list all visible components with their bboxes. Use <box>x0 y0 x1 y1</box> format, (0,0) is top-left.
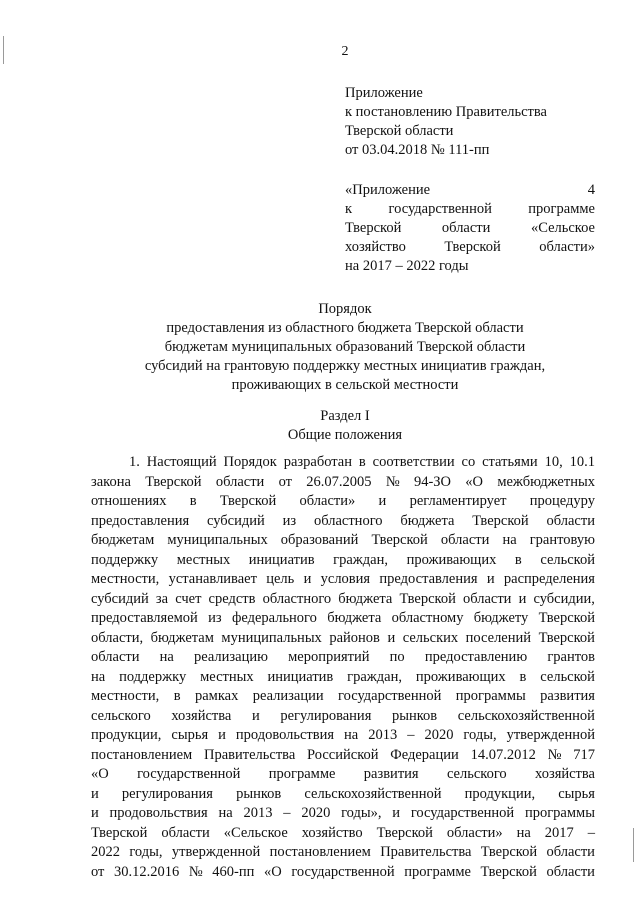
word: сырья <box>558 785 595 802</box>
word: продукции, <box>91 727 162 743</box>
appendix4-line <box>345 200 595 219</box>
appendix-line: Приложение <box>345 85 423 101</box>
word: образований <box>280 532 359 548</box>
word: № <box>547 746 562 763</box>
body-text <box>91 453 595 882</box>
word: бюджету <box>473 610 529 626</box>
word: программе <box>404 863 471 880</box>
body-line <box>91 609 595 629</box>
word: 2017 <box>544 824 574 841</box>
word: 14.07.2012 <box>470 746 536 763</box>
word: годы, <box>129 844 163 860</box>
title-line: предоставления из областного бюджета Тверской области <box>166 320 524 336</box>
word: и <box>91 785 99 802</box>
word: со <box>461 454 476 470</box>
word: устанавливает <box>168 571 257 587</box>
appendix-line: Тверской области <box>345 123 454 139</box>
word: граждан, <box>333 551 388 568</box>
word: № <box>188 863 203 880</box>
body-line <box>91 492 595 512</box>
word: Тверской <box>480 844 538 860</box>
word: сельской <box>540 668 595 685</box>
word: хозяйство <box>301 824 363 841</box>
word: Тверской <box>399 590 456 607</box>
word: продовольствия <box>109 805 208 821</box>
body-line <box>91 648 595 668</box>
word: местности, <box>91 571 160 587</box>
word: годы, <box>463 727 497 743</box>
scan-edge-mark-right <box>633 828 634 862</box>
word: разработан <box>283 454 352 470</box>
word: на <box>91 668 106 685</box>
word: и <box>303 571 312 587</box>
body-line <box>91 668 595 688</box>
word: и <box>392 805 401 821</box>
word: программе <box>528 201 595 217</box>
word: распределения <box>503 571 595 587</box>
word: бюджета <box>327 610 382 626</box>
word: средств <box>208 590 256 607</box>
word: 2022 <box>91 844 120 860</box>
word: и <box>387 629 396 646</box>
word: 460-пп <box>212 863 255 880</box>
word: Тверской <box>472 512 529 529</box>
word: на <box>159 649 174 665</box>
word: сельских <box>402 629 459 646</box>
word: в <box>358 454 366 470</box>
word: 94-ЗО <box>413 473 452 490</box>
word: Тверской <box>91 824 148 841</box>
appendix4-line <box>345 238 595 257</box>
word: регламентирует <box>409 493 507 509</box>
body-line <box>91 746 595 766</box>
word: грантов <box>547 649 595 665</box>
word: Тверской <box>376 824 433 841</box>
body-line <box>91 707 595 727</box>
word: государственной <box>410 805 515 821</box>
word: утвержденной <box>506 727 595 743</box>
word: области <box>546 844 595 860</box>
word: области <box>441 220 491 236</box>
word: Тверской <box>345 220 402 236</box>
word: Федерации <box>390 746 459 763</box>
word: предоставляемой <box>91 610 198 626</box>
body-line <box>91 629 595 649</box>
word: области <box>161 824 210 841</box>
word: «О <box>263 863 282 880</box>
appendix-header <box>345 84 547 160</box>
word: реализацию <box>194 649 268 665</box>
word: условия <box>320 571 371 587</box>
word: бюджетам <box>150 629 214 646</box>
word: области <box>215 473 265 490</box>
word: субсидий <box>207 512 265 529</box>
word: федерального <box>231 610 317 626</box>
word: местности, <box>91 688 160 704</box>
word: субсидий <box>91 590 149 607</box>
title-line: Порядок <box>318 301 372 317</box>
body-line <box>91 726 595 746</box>
word: области» <box>299 493 356 509</box>
word: № <box>385 473 400 490</box>
body-line <box>91 687 595 707</box>
word: Тверской <box>371 532 428 548</box>
word: муниципальных <box>167 532 268 548</box>
word: хозяйства <box>171 707 232 724</box>
word: области <box>546 512 595 529</box>
word: программе <box>268 766 336 782</box>
word: регулирования <box>121 785 213 802</box>
word: утвержденной <box>171 844 261 860</box>
body-line <box>91 551 595 571</box>
body-line <box>91 765 595 785</box>
word: продукции, <box>464 785 536 802</box>
body-line <box>91 570 595 590</box>
word: на <box>516 824 531 841</box>
word: бюджета <box>400 512 455 529</box>
word: инициатив <box>248 551 315 568</box>
word: счет <box>175 590 202 607</box>
word: 2020 <box>424 727 454 743</box>
word: «Сельское <box>223 824 288 841</box>
word: из <box>282 512 297 529</box>
body-line <box>91 804 595 824</box>
body-line <box>91 473 595 493</box>
word: Правительства <box>204 746 296 763</box>
word: сельскохозяйственной <box>457 707 595 724</box>
word: 10, <box>544 454 563 470</box>
word: и <box>251 707 260 724</box>
word: рынков <box>392 707 438 724</box>
word: поддержку <box>119 668 187 685</box>
word: статьями <box>482 454 538 470</box>
word: сельского <box>91 707 151 724</box>
word: области» <box>446 824 503 841</box>
word: государственной <box>388 201 492 217</box>
word: мероприятий <box>288 649 370 665</box>
word: поселений <box>465 629 532 646</box>
title-line: субсидий на грантовую поддержку местных инициатив граждан, <box>144 358 546 374</box>
word: межбюджетных <box>497 473 595 490</box>
word: граждан, <box>347 668 403 685</box>
word: 717 <box>573 746 595 763</box>
body-line <box>91 843 595 863</box>
word: и <box>218 727 226 743</box>
word: области, <box>91 629 144 646</box>
word: отношениях <box>91 493 167 509</box>
title-line: бюджетам муниципальных образований Тверской области <box>164 339 526 355</box>
appendix4-line: на 2017 – 2022 годы <box>345 258 469 274</box>
word: – <box>407 727 415 743</box>
word: муниципальных <box>221 629 322 646</box>
word: государственной <box>291 863 395 880</box>
appendix4-line <box>345 181 595 200</box>
word: Тверской <box>538 629 595 646</box>
word: поддержку <box>91 551 159 568</box>
word: закона <box>91 473 131 490</box>
word: продовольствия <box>235 727 335 743</box>
word: 4 <box>587 182 595 198</box>
word: на <box>502 532 517 548</box>
word: местных <box>200 668 254 685</box>
appendix4-line <box>345 219 595 238</box>
word: и <box>378 493 387 509</box>
word: в <box>514 551 522 568</box>
word: развития <box>540 688 595 704</box>
word: бюджетам <box>91 532 155 548</box>
word: Тверской <box>480 863 537 880</box>
word: грантовую <box>529 532 595 548</box>
word: 2013 <box>368 727 398 743</box>
word: области <box>546 863 595 880</box>
word: областного <box>262 590 332 607</box>
word: соответствии <box>372 454 455 470</box>
word: 2020 <box>301 805 331 821</box>
word: от <box>91 863 105 880</box>
page-number: 2 <box>341 44 349 59</box>
word: сырья <box>171 727 209 743</box>
word: развития <box>363 766 419 782</box>
word: 2013 <box>243 805 273 821</box>
appendix-line: к постановлению Правительства <box>345 104 547 120</box>
word: местных <box>176 551 231 568</box>
word: области <box>440 532 490 548</box>
word: 10.1 <box>569 454 595 470</box>
word: районов <box>329 629 380 646</box>
word: рынков <box>236 785 282 802</box>
word: Порядок <box>223 454 277 470</box>
word: – <box>283 805 291 821</box>
word: в <box>519 668 527 685</box>
word: программы <box>455 688 526 704</box>
word: цель <box>266 571 295 587</box>
body-line <box>91 824 595 844</box>
word: области <box>91 649 140 665</box>
body-line <box>91 512 595 532</box>
word: 26.07.2005 <box>306 473 372 490</box>
appendix4-header <box>345 181 595 276</box>
word: государственной <box>137 766 241 782</box>
word: к <box>345 201 353 217</box>
word: сельского <box>446 766 507 782</box>
word: за <box>155 590 169 607</box>
word: на <box>218 805 233 821</box>
word: предоставления <box>379 571 478 587</box>
word: проживающих <box>406 551 497 568</box>
word: государственной <box>338 688 442 704</box>
word: «О <box>465 473 484 490</box>
word: области <box>462 590 512 607</box>
word: «О <box>91 766 109 782</box>
word: предоставления <box>91 512 190 529</box>
title-line: проживающих в сельской местности <box>231 377 459 393</box>
body-line <box>91 531 595 551</box>
word: регулирования <box>280 707 372 724</box>
word: постановлением <box>91 746 193 763</box>
word: годы», <box>341 805 382 821</box>
word: и <box>486 571 495 587</box>
word: Российской <box>307 746 379 763</box>
section-name: Общие положения <box>287 427 403 443</box>
word: области» <box>539 239 595 255</box>
section-heading <box>0 407 640 445</box>
word: и <box>518 590 527 607</box>
word: хозяйства <box>535 766 595 782</box>
word: Тверской <box>538 610 595 626</box>
word: сельской <box>540 551 595 568</box>
word: «Приложение <box>345 182 431 198</box>
word: постановлением <box>269 844 371 860</box>
word: областному <box>391 610 464 626</box>
word: от <box>278 473 292 490</box>
word: Тверской <box>219 493 277 509</box>
word: Правительства <box>380 844 472 860</box>
word: по <box>389 649 405 665</box>
word: Настоящий <box>146 454 217 470</box>
word: бюджета <box>338 590 393 607</box>
word: Тверской <box>444 239 501 255</box>
word: и <box>91 805 99 821</box>
body-line <box>91 590 595 610</box>
word: предоставлению <box>424 649 528 665</box>
word: на <box>344 727 359 743</box>
document-title <box>0 300 640 395</box>
word: сельскохозяйственной <box>304 785 442 802</box>
word: процедуру <box>529 493 595 509</box>
body-line <box>91 453 595 473</box>
word: из <box>208 610 222 626</box>
word: – <box>587 824 595 841</box>
word: 1. <box>129 454 140 470</box>
word: Тверской <box>145 473 202 490</box>
word: реализации <box>252 688 324 704</box>
word: программы <box>524 805 595 821</box>
word: хозяйство <box>345 239 406 255</box>
word: областного <box>313 512 383 529</box>
word: инициатив <box>267 668 334 685</box>
word: в <box>189 493 197 509</box>
word: субсидии, <box>533 590 595 607</box>
word: «Сельское <box>530 220 595 236</box>
body-line <box>91 785 595 805</box>
appendix-line: от 03.04.2018 № 111-пп <box>345 142 490 158</box>
word: рамках <box>194 688 239 704</box>
body-line <box>91 863 595 883</box>
word: в <box>173 688 181 704</box>
word: 30.12.2016 <box>114 863 180 880</box>
word: проживающих <box>415 668 506 685</box>
section-number: Раздел I <box>320 408 370 424</box>
